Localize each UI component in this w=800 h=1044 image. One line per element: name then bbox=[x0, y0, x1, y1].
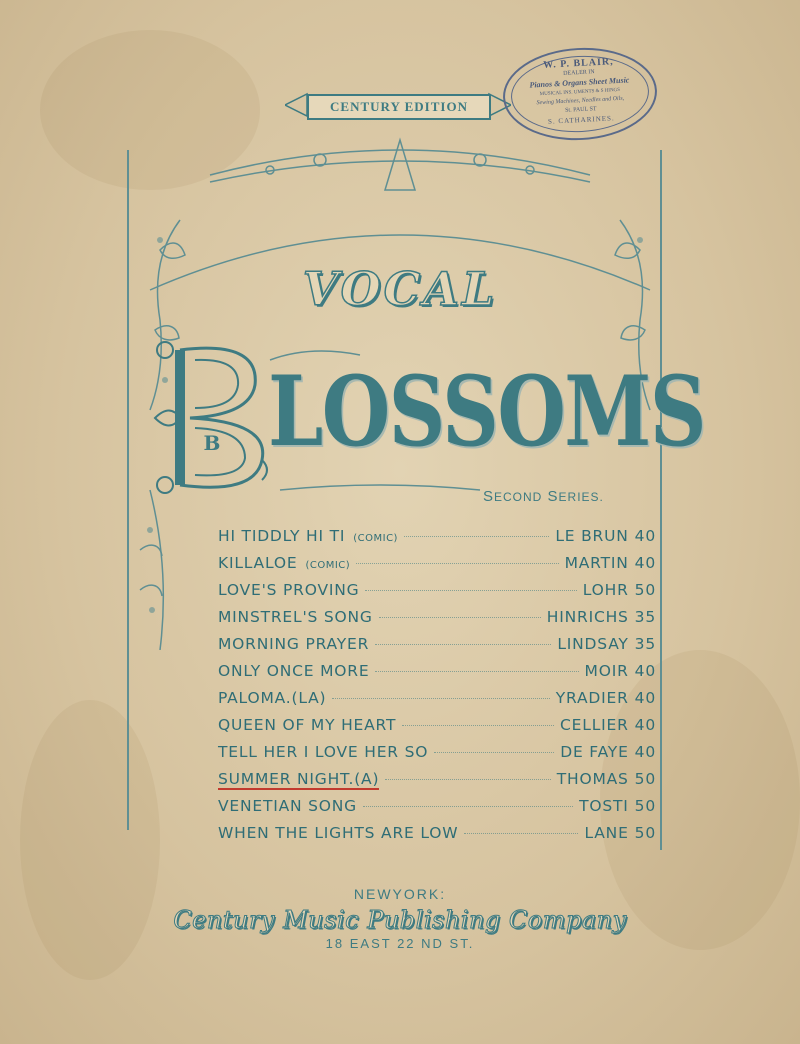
series-word-1: ECOND bbox=[494, 490, 543, 504]
song-title: ONLY ONCE MORE bbox=[218, 662, 370, 680]
song-row bbox=[218, 527, 656, 554]
series-word-2: ERIES. bbox=[558, 490, 604, 504]
publisher-city: NEWYORK: bbox=[353, 886, 447, 902]
stamp-dealer-name: W. P. BLAIR, bbox=[542, 56, 614, 71]
dot-leader bbox=[402, 725, 554, 726]
song-row bbox=[218, 770, 656, 797]
dot-leader bbox=[332, 698, 549, 699]
dot-leader bbox=[375, 671, 578, 672]
song-row bbox=[218, 716, 656, 743]
song-title: SUMMER NIGHT.(A) bbox=[218, 770, 380, 788]
song-composer: YRADIER bbox=[555, 689, 629, 707]
song-price: 40 bbox=[634, 689, 656, 707]
dot-leader bbox=[379, 617, 541, 618]
song-row bbox=[218, 662, 656, 689]
edition-banner bbox=[285, 88, 511, 124]
song-price: 50 bbox=[634, 797, 656, 815]
stamp-line4: Sewing Machines, Needles and Oils, bbox=[536, 95, 625, 107]
dot-leader bbox=[363, 806, 573, 807]
song-composer: LE BRUN bbox=[555, 527, 629, 545]
song-title: MINSTREL'S SONG bbox=[218, 608, 373, 626]
song-row bbox=[218, 608, 656, 635]
edition-label-box bbox=[307, 94, 491, 120]
dot-leader bbox=[365, 590, 576, 591]
song-composer: MOIR bbox=[584, 662, 629, 680]
song-row bbox=[218, 743, 656, 770]
stamp-goods: Pianos & Organs Sheet Music bbox=[529, 75, 630, 90]
song-price: 40 bbox=[634, 527, 656, 545]
dot-leader bbox=[356, 563, 558, 564]
song-title: PALOMA.(LA) bbox=[218, 689, 327, 707]
song-row bbox=[218, 689, 656, 716]
song-row bbox=[218, 797, 656, 824]
song-title: WHEN THE LIGHTS ARE LOW bbox=[218, 824, 459, 842]
dot-leader bbox=[385, 779, 550, 780]
song-composer: LOHR bbox=[582, 581, 629, 599]
song-price: 35 bbox=[634, 608, 656, 626]
edition-label: CENTURY EDITION bbox=[330, 99, 468, 114]
song-composer: TOSTI bbox=[579, 797, 629, 815]
song-price: 40 bbox=[634, 662, 656, 680]
dot-leader bbox=[464, 833, 578, 834]
song-title: VENETIAN SONG bbox=[218, 797, 357, 815]
stamp-street: St. PAUL ST bbox=[564, 106, 597, 114]
song-title: QUEEN OF MY HEART bbox=[218, 716, 397, 734]
dealer-stamp bbox=[501, 44, 660, 144]
song-title: TELL HER I LOVE HER SO bbox=[218, 743, 429, 761]
series-initial-2: S bbox=[547, 488, 559, 505]
song-list bbox=[218, 527, 656, 851]
series-initial-1: S bbox=[483, 488, 495, 505]
song-price: 40 bbox=[634, 716, 656, 734]
publisher-block bbox=[0, 886, 800, 951]
stamp-dealer-in: DEALER IN bbox=[563, 69, 595, 77]
song-price: 40 bbox=[634, 743, 656, 761]
song-row bbox=[218, 635, 656, 662]
song-price: 50 bbox=[634, 581, 656, 599]
series-label bbox=[483, 488, 604, 505]
initial-letter: B bbox=[203, 431, 221, 455]
song-composer: LANE bbox=[584, 824, 629, 842]
song-title: HI TIDDLY HI TI bbox=[218, 527, 346, 545]
song-price: 50 bbox=[634, 770, 656, 788]
dot-leader bbox=[404, 536, 549, 537]
song-composer: THOMAS bbox=[556, 770, 629, 788]
song-note: (COMIC) bbox=[305, 560, 351, 571]
dot-leader bbox=[434, 752, 554, 753]
song-composer: HINRICHS bbox=[546, 608, 629, 626]
publisher-name: Century Music Publishing Company bbox=[173, 906, 627, 934]
song-composer: CELLIER bbox=[560, 716, 629, 734]
song-composer: LINDSAY bbox=[557, 635, 629, 653]
song-row bbox=[218, 581, 656, 608]
song-composer: MARTIN bbox=[564, 554, 629, 572]
song-row bbox=[218, 554, 656, 581]
title-vocal: VOCAL bbox=[302, 262, 498, 316]
stamp-city: S. CATHARINES. bbox=[547, 114, 615, 126]
song-note: (COMIC) bbox=[353, 533, 398, 544]
publisher-address: 18 EAST 22 ND ST. bbox=[325, 936, 475, 951]
song-row bbox=[218, 824, 656, 851]
song-title: KILLALOE bbox=[218, 554, 298, 572]
song-price: 40 bbox=[634, 554, 656, 572]
ornate-initial-b bbox=[150, 330, 275, 505]
song-title: LOVE'S PROVING bbox=[218, 581, 360, 599]
song-title: MORNING PRAYER bbox=[218, 635, 370, 653]
song-price: 50 bbox=[634, 824, 656, 842]
title-blossoms: LOSSOMS bbox=[268, 355, 705, 468]
stamp-line3: MUSICAL INS. UMENTS & S HINGS bbox=[539, 87, 621, 98]
dot-leader bbox=[375, 644, 551, 645]
song-composer: DE FAYE bbox=[560, 743, 629, 761]
song-price: 35 bbox=[634, 635, 656, 653]
